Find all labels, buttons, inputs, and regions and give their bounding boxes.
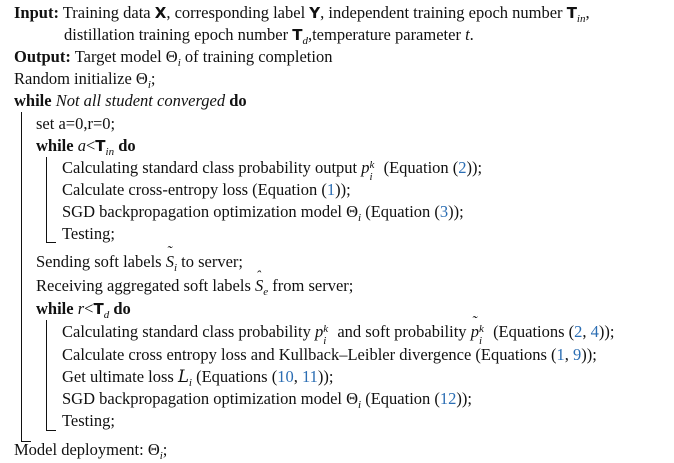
- superscript: k: [369, 159, 375, 171]
- step-sgd-2: [62, 388, 472, 410]
- temperature-symbol: t: [465, 25, 470, 44]
- step-text: (Equations (: [488, 322, 575, 341]
- equation-link[interactable]: 2: [458, 158, 467, 177]
- input-line-1: [14, 2, 590, 24]
- equation-link[interactable]: 11: [301, 367, 318, 386]
- while-train: [36, 135, 136, 157]
- prob-indices: [323, 321, 333, 347]
- step-text: Testing;: [62, 224, 115, 243]
- subscript: in: [576, 13, 586, 25]
- subscript: i: [369, 171, 373, 183]
- less-than: <: [84, 299, 94, 318]
- equation-link[interactable]: 2: [574, 322, 583, 341]
- input-text: ,: [585, 3, 590, 22]
- less-than: <: [85, 136, 96, 155]
- training-data-symbol: X: [154, 4, 167, 22]
- subscript: i: [188, 377, 192, 389]
- subscript: in: [105, 146, 115, 158]
- step-text: ));: [448, 202, 464, 221]
- superscript: k: [478, 323, 484, 335]
- input-line-2: [64, 24, 474, 46]
- step-calc-prob: [62, 157, 483, 183]
- step-text: ));: [598, 322, 615, 341]
- equation-link[interactable]: 10: [277, 367, 294, 386]
- distill-epoch-symbol: T: [93, 300, 104, 318]
- step-text: Calculating standard class probability output: [62, 158, 362, 177]
- step-text: Calculate cross-entropy loss (Equation (: [62, 180, 327, 199]
- while-condition: Not all student converged: [55, 91, 226, 110]
- equation-link[interactable]: 4: [590, 322, 599, 341]
- separator: ,: [582, 322, 591, 341]
- outer-block-rule: [21, 112, 22, 442]
- receive-text: Receiving aggregated soft labels: [36, 276, 256, 295]
- output-label: Output:: [14, 47, 71, 66]
- init-text: Random initialize Θ: [14, 69, 148, 88]
- subscript: i: [147, 79, 151, 91]
- step-text: Testing;: [62, 411, 115, 430]
- deploy-text: ;: [162, 440, 168, 459]
- epoch-symbol: T: [566, 4, 577, 22]
- inner-block-rule-1-end: [46, 242, 56, 243]
- step-text: (Equation (: [379, 158, 459, 177]
- step-testing: [62, 223, 115, 245]
- output-text: of training completion: [180, 47, 333, 66]
- receive-line: [36, 275, 353, 297]
- step-text: ));: [466, 158, 483, 177]
- input-text: distillation training epoch number: [64, 25, 293, 44]
- deploy-line: [14, 439, 167, 461]
- step-kl-divergence: [62, 344, 597, 366]
- prob-indices: [369, 157, 379, 183]
- step-cross-entropy: [62, 179, 351, 201]
- keyword-do: do: [118, 136, 136, 155]
- output-text: Target model Θ: [74, 47, 178, 66]
- equation-link[interactable]: 9: [573, 345, 582, 364]
- subscript: d: [103, 309, 110, 321]
- receive-text: from server;: [268, 276, 354, 295]
- output-line: [14, 46, 332, 68]
- input-label: Input:: [14, 3, 59, 22]
- equation-link[interactable]: 3: [439, 202, 449, 221]
- subscript: d: [302, 35, 308, 47]
- step-text: (Equation (: [361, 202, 440, 221]
- step-text: SGD backpropagation optimization model Θ: [62, 389, 359, 408]
- prob-symbol: p: [314, 322, 324, 341]
- equation-link[interactable]: 12: [439, 389, 457, 408]
- step-text: ));: [456, 389, 472, 408]
- epoch-symbol: T: [95, 137, 106, 155]
- input-text: .: [469, 25, 474, 44]
- step-text: Get ultimate loss: [62, 367, 178, 386]
- keyword-while: while: [36, 136, 74, 155]
- step-sgd: [62, 201, 464, 223]
- input-text: ,temperature parameter: [307, 25, 466, 44]
- aggregated-label-symbol: ˆ S: [255, 275, 263, 297]
- separator: ,: [564, 345, 574, 364]
- keyword-while: while: [36, 299, 74, 318]
- subscript: i: [173, 262, 178, 274]
- distill-epoch-symbol: T: [292, 26, 303, 44]
- soft-label-symbol: ˜ S: [166, 251, 174, 273]
- step-ultimate-loss: [62, 366, 333, 388]
- var-r: r: [77, 299, 85, 318]
- input-text: Training data: [62, 3, 155, 22]
- keyword-do: do: [113, 299, 131, 318]
- step-text: and soft probability: [333, 322, 471, 341]
- subscript: i: [177, 57, 181, 69]
- subscript: i: [358, 399, 362, 411]
- soft-prob-symbol: ˜ p: [471, 321, 479, 343]
- keyword-do: do: [229, 91, 247, 110]
- step-text: ));: [581, 345, 597, 364]
- var-a: a: [77, 136, 86, 155]
- step-testing-2: [62, 410, 115, 432]
- step-text: ));: [317, 367, 334, 386]
- send-line: [36, 251, 243, 273]
- soft-prob-indices: [478, 321, 489, 347]
- input-text: , corresponding label: [166, 3, 310, 22]
- init-line: [14, 68, 155, 90]
- superscript: k: [323, 323, 329, 335]
- loss-symbol: L: [177, 367, 189, 386]
- step-text: (Equations (: [191, 367, 278, 386]
- inner-block-rule-1: [46, 157, 47, 243]
- while-outer: [14, 90, 247, 112]
- send-text: to server;: [177, 252, 243, 271]
- subscript: i: [358, 212, 362, 224]
- send-text: Sending soft labels: [36, 252, 166, 271]
- step-text: SGD backpropagation optimization model Θ: [62, 202, 359, 221]
- keyword-while: while: [14, 91, 52, 110]
- step-text: Calculate cross entropy loss and Kullback–Leibler divergence (Equations (: [62, 345, 557, 364]
- set-text: set a=0,r=0;: [36, 114, 116, 133]
- step-text: Calculating standard class probability: [62, 322, 315, 341]
- step-text: ));: [335, 180, 351, 199]
- separator: ,: [293, 367, 302, 386]
- input-text: , independent training epoch number: [320, 3, 567, 22]
- prob-symbol: p: [361, 158, 370, 177]
- subscript: i: [323, 335, 327, 347]
- subscript: i: [478, 335, 482, 347]
- equation-link[interactable]: 1: [556, 345, 565, 364]
- deploy-text: Model deployment: Θ: [14, 440, 160, 459]
- step-calc-soft-prob: [62, 321, 615, 347]
- inner-block-rule-2: [46, 320, 47, 431]
- while-distill: [36, 298, 131, 320]
- inner-block-rule-2-end: [46, 430, 56, 431]
- subscript: e: [263, 286, 269, 298]
- step-text: (Equation (: [361, 389, 440, 408]
- subscript: i: [159, 450, 163, 462]
- label-symbol: Y: [309, 4, 321, 22]
- init-text: ;: [150, 69, 156, 88]
- equation-link[interactable]: 1: [326, 180, 336, 199]
- set-line: [36, 113, 115, 135]
